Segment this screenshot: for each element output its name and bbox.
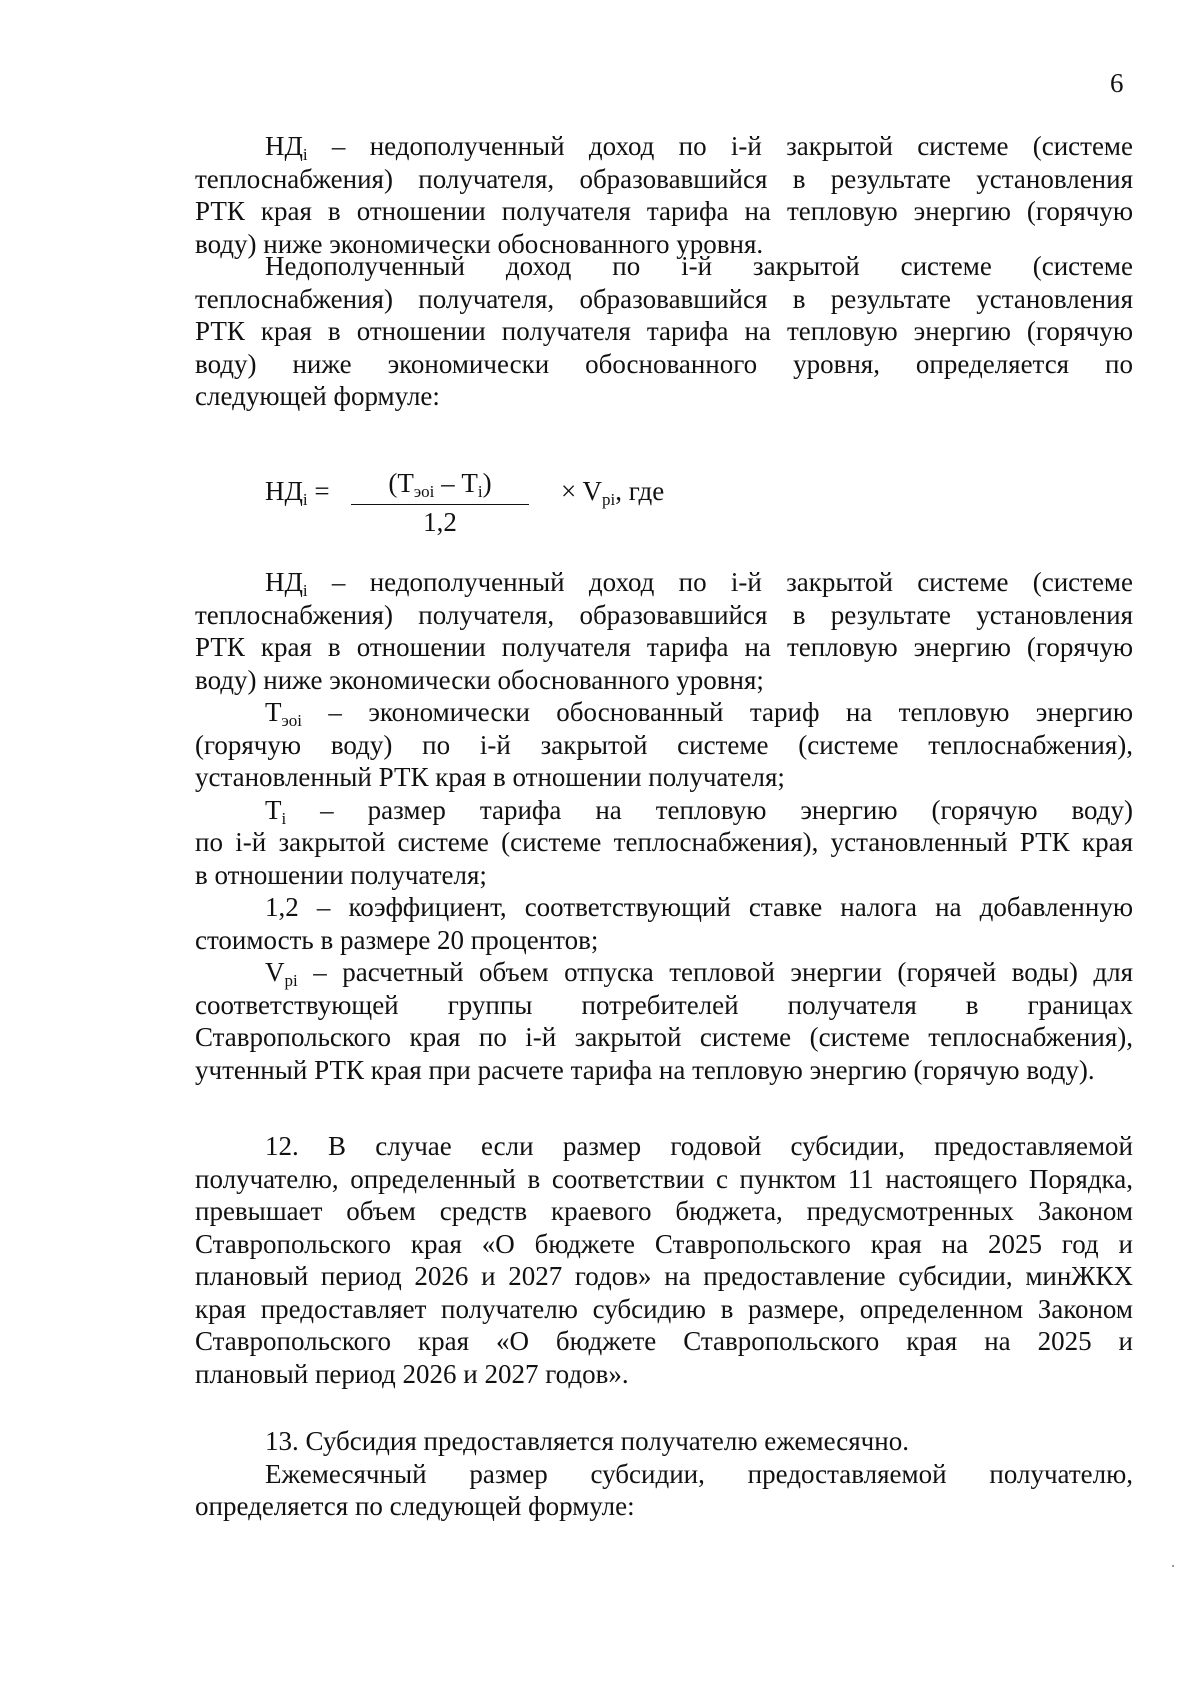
paragraph-13 — [195, 1425, 1133, 1523]
formula-lhs: $НД_i$ = — [265, 476, 330, 509]
text-line: учтенный РТК края при расчете тарифа на тепловую энергию (горячую воду). — [195, 1054, 1095, 1085]
text-line: (горячую воду) по i-й закрытой системе (системе теплоснабжения), — [195, 729, 1133, 760]
text-line: теплоснабжения) получателя, образовавшийся в результате установления — [195, 283, 1133, 314]
text-line: воду) ниже экономически обоснованного уровня, определяется по — [195, 348, 1133, 379]
formula-intro-paragraph — [195, 250, 1133, 413]
text-line: Недополученный доход по i-й закрытой системе (системе — [265, 251, 1133, 281]
definition-nd-intro — [195, 130, 1133, 260]
text-line: теплоснабжения) получателя, образовавшийся в результате установления — [195, 599, 1133, 630]
text-line: соответствующей группы потребителей получателя в границах — [195, 989, 1133, 1020]
text-line: воду) ниже экономически обоснованного уровня. — [195, 228, 764, 259]
text-line: РТК края в отношении получателя тарифа на тепловую энергию (горячую — [195, 316, 1133, 346]
page-number: 6 — [1110, 68, 1124, 98]
text-line: РТК края в отношении получателя тарифа на тепловую энергию (горячую — [195, 196, 1133, 226]
text-line: $Т_{эоi}$ – экономически обоснованный тариф на тепловую энергию — [265, 697, 1133, 730]
text-line: РТК края в отношении получателя тарифа на тепловую энергию (горячую — [195, 632, 1133, 662]
text-line: $НД_i$ – недополученный доход по i-й закрытой системе (системе — [265, 131, 1133, 164]
paragraph-12 — [195, 1130, 1133, 1390]
text-line: воду) ниже экономически обоснованного уровня; — [195, 664, 764, 695]
text-line: по i-й закрытой системе (системе теплоснабжения), установленный РТК края — [195, 827, 1133, 857]
text-line: следующей формуле: — [195, 381, 440, 411]
text-line: 13. Субсидия предоставляется получателю ежемесячно. — [265, 1426, 909, 1456]
text-line: края предоставляет получателю субсидию в размере, определенном Законом — [195, 1293, 1133, 1324]
formula-numerator: $(Т_{эоi} - Т_i)$ — [388, 468, 492, 501]
formula-fraction — [345, 468, 535, 538]
text-line: теплоснабжения) получателя, образовавшийся в результате установления — [195, 163, 1133, 194]
text-line: плановый период 2026 и 2027 годов». — [195, 1358, 629, 1389]
formula-denominator: 1,2 — [423, 507, 457, 537]
formula-rhs: × $V_{pi}$, где — [561, 476, 665, 509]
text-line: получателю, определенный в соответствии с пунктом 11 настоящего Порядка, — [195, 1163, 1133, 1194]
text-line: $Т_i$ – размер тарифа на тепловую энергию (горячую воду) — [265, 794, 1133, 828]
text-line: Ежемесячный размер субсидии, предоставляемой получателю, — [265, 1458, 1133, 1489]
text-line: плановый период 2026 и 2027 годов» на предоставление субсидии, минЖКХ — [195, 1261, 1133, 1291]
text-line: определяется по следующей формуле: — [195, 1491, 635, 1521]
text-line: Ставропольского края «О бюджете Ставропольского края на 2025 и — [195, 1326, 1133, 1356]
formula — [265, 468, 865, 558]
scan-speck — [1172, 1565, 1174, 1567]
text-line: установленный РТК края в отношении получателя; — [195, 762, 785, 792]
text-line: превышает объем средств краевого бюджета, предусмотренных Законом — [195, 1196, 1133, 1226]
text-line: в отношении получателя; — [195, 859, 487, 890]
text-line: $V_{pi}$ – расчетный объем отпуска тепловой энергии (горячей воды) для — [265, 957, 1133, 990]
text-line: 1,2 – коэффициент, соответствующий ставке налога на добавленную — [265, 892, 1133, 922]
text-line: 12. В случае если размер годовой субсидии, предоставляемой — [265, 1131, 1133, 1161]
definitions-list — [195, 566, 1133, 1086]
text-line: Ставропольского края по i-й закрытой системе (системе теплоснабжения), — [195, 1022, 1133, 1052]
text-line: $НД_i$ – недополученный доход по i-й закрытой системе (системе — [265, 567, 1133, 600]
text-line: стоимость в размере 20 процентов; — [195, 924, 599, 955]
text-line: Ставропольского края «О бюджете Ставропольского края на 2025 год и — [195, 1228, 1133, 1259]
